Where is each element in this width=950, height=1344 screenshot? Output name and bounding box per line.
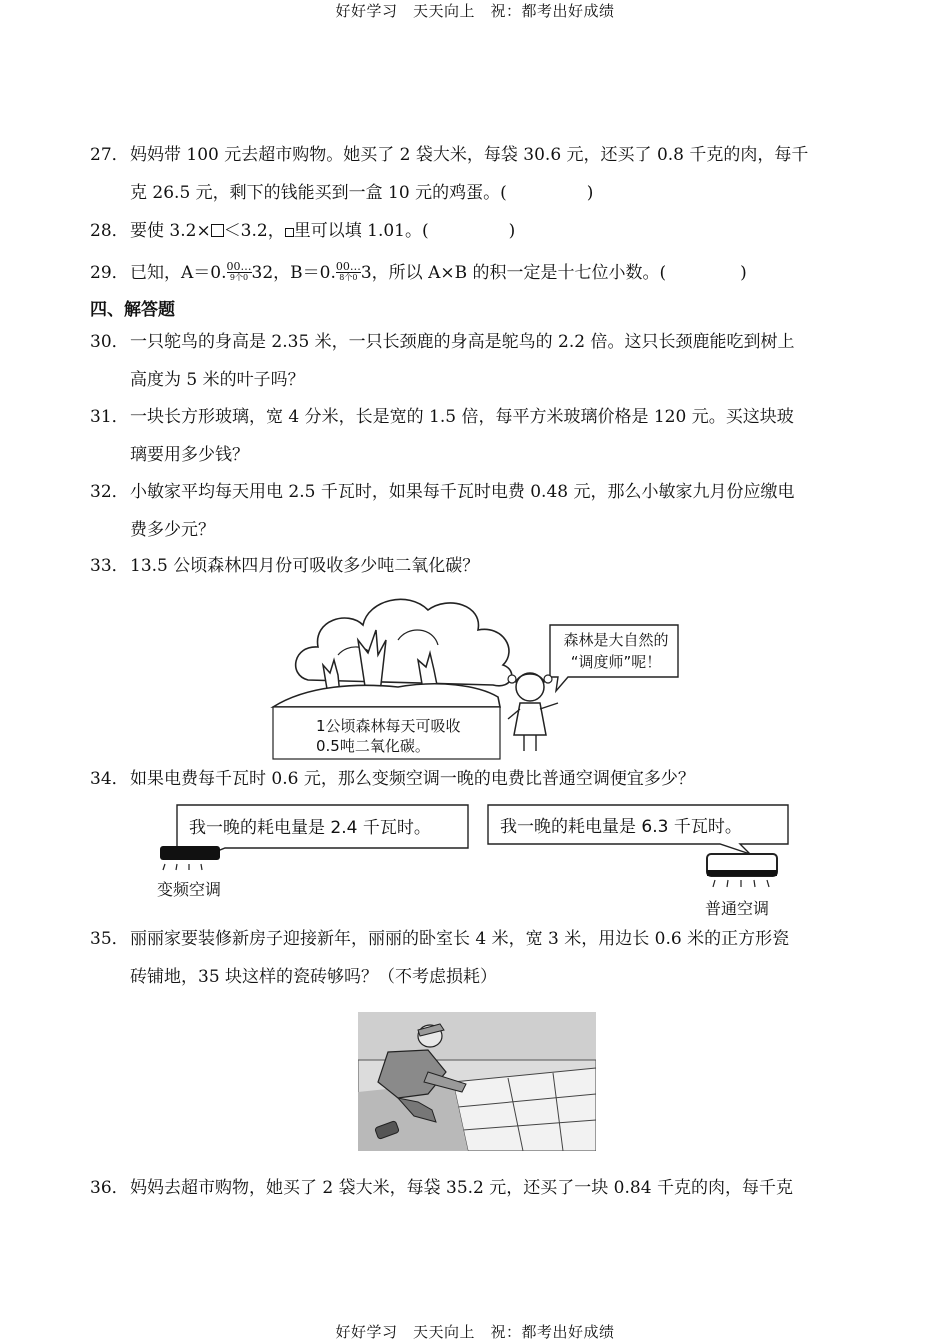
right-bubble-text: 我一晚的耗电量是 6.3 千瓦时。 <box>500 817 742 837</box>
question-text: ＜3.2， <box>223 221 285 241</box>
right-ac-label: 普通空调 <box>705 899 770 918</box>
question-number: 29． <box>90 263 129 283</box>
repeating-zeros-b <box>336 262 361 283</box>
question-number: 34． <box>90 769 129 789</box>
page-footer: 好好学习 天天向上 祝：都考出好成绩 <box>335 1323 615 1341</box>
tiling-illustration <box>358 1012 596 1151</box>
frac-top: 00… <box>335 260 361 273</box>
question-text: 妈妈带 100 元去超市购物。她买了 2 袋大米，每袋 30.6 元，还买了 0.8 千克的肉，每千 <box>130 145 809 165</box>
question-31 <box>90 398 860 474</box>
question-35 <box>90 920 860 996</box>
bubble-line: “调度师”呢！ <box>570 653 662 671</box>
forest-figure <box>268 585 688 760</box>
bubble-line: 森林是大自然的 <box>563 631 669 649</box>
tiling-figure <box>358 1012 596 1151</box>
question-text: 3，所以 A×B 的积一定是十七位小数。( <box>360 263 667 283</box>
question-33 <box>90 547 860 585</box>
question-text: 小敏家平均每天用电 2.5 千瓦时，如果每千瓦时电费 0.48 元，那么小敏家九月份应缴电 <box>130 482 795 502</box>
question-text: 13.5 公顷森林四月份可吸收多少吨二氧化碳？ <box>130 556 480 576</box>
question-number: 35． <box>90 929 129 949</box>
question-text: 32，B＝0. <box>251 263 336 283</box>
question-number: 30． <box>90 332 129 352</box>
air-conditioner-figure <box>155 800 795 920</box>
paren-close: ) <box>508 221 516 241</box>
question-text: 砖铺地，35 块这样的瓷砖够吗？（不考虑损耗） <box>130 967 498 987</box>
paren-close: ) <box>740 263 747 283</box>
question-text: 璃要用多少钱？ <box>130 445 249 465</box>
question-number: 27． <box>90 145 129 165</box>
caption-line: 0.5吨二氧化碳。 <box>316 737 430 755</box>
blank-square-icon <box>211 224 224 237</box>
section-title: 四、解答题 <box>90 300 175 320</box>
question-text: 里可以填 1.01。( <box>293 221 429 241</box>
question-28 <box>90 212 860 250</box>
question-30 <box>90 323 860 399</box>
question-text: 妈妈去超市购物，她买了 2 袋大米，每袋 35.2 元，还买了一块 0.84 千克的肉，每千克 <box>130 1178 793 1198</box>
question-text: 克 26.5 元，剩下的钱能买到一盒 10 元的鸡蛋。( <box>130 183 507 203</box>
question-number: 33． <box>90 556 129 576</box>
question-29 <box>90 254 860 292</box>
frac-bottom: 8个0 <box>336 272 361 283</box>
page-header: 好好学习 天天向上 祝：都考出好成绩 <box>335 2 615 20</box>
question-text: 一块长方形玻璃，宽 4 分米，长是宽的 1.5 倍，每平方米玻璃价格是 120 元。买这块玻 <box>130 407 794 427</box>
repeating-zeros-a <box>227 262 252 283</box>
left-ac-label: 变频空调 <box>157 880 222 899</box>
forest-caption <box>316 716 461 756</box>
blank-square-icon <box>285 228 294 237</box>
question-number: 36． <box>90 1178 129 1198</box>
question-text: 已知，A＝0. <box>130 263 227 283</box>
paren-close: ) <box>586 183 594 203</box>
question-number: 31． <box>90 407 129 427</box>
question-text: 丽丽家要装修新房子迎接新年，丽丽的卧室长 4 米，宽 3 米，用边长 0.6 米的正方形瓷 <box>130 929 790 949</box>
question-text: 要使 3.2× <box>130 221 211 241</box>
left-bubble-text: 我一晚的耗电量是 2.4 千瓦时。 <box>189 818 431 838</box>
question-text: 费多少元？ <box>130 520 215 540</box>
question-34 <box>90 760 860 798</box>
question-27 <box>90 136 860 212</box>
question-text: 如果电费每千瓦时 0.6 元，那么变频空调一晚的电费比普通空调便宜多少？ <box>130 769 695 789</box>
question-number: 28． <box>90 221 129 241</box>
question-number: 32． <box>90 482 129 502</box>
question-text: 高度为 5 米的叶子吗？ <box>130 370 305 390</box>
question-text: 一只鸵鸟的身高是 2.35 米，一只长颈鹿的身高是鸵鸟的 2.2 倍。这只长颈鹿能吃到树上 <box>130 332 795 352</box>
girl-speech-bubble <box>554 629 678 673</box>
question-32 <box>90 473 860 549</box>
frac-bottom: 9个0 <box>227 272 252 283</box>
question-36 <box>90 1169 860 1207</box>
caption-line: 1公顷森林每天可吸收 <box>316 717 461 735</box>
frac-top: 00… <box>226 260 252 273</box>
